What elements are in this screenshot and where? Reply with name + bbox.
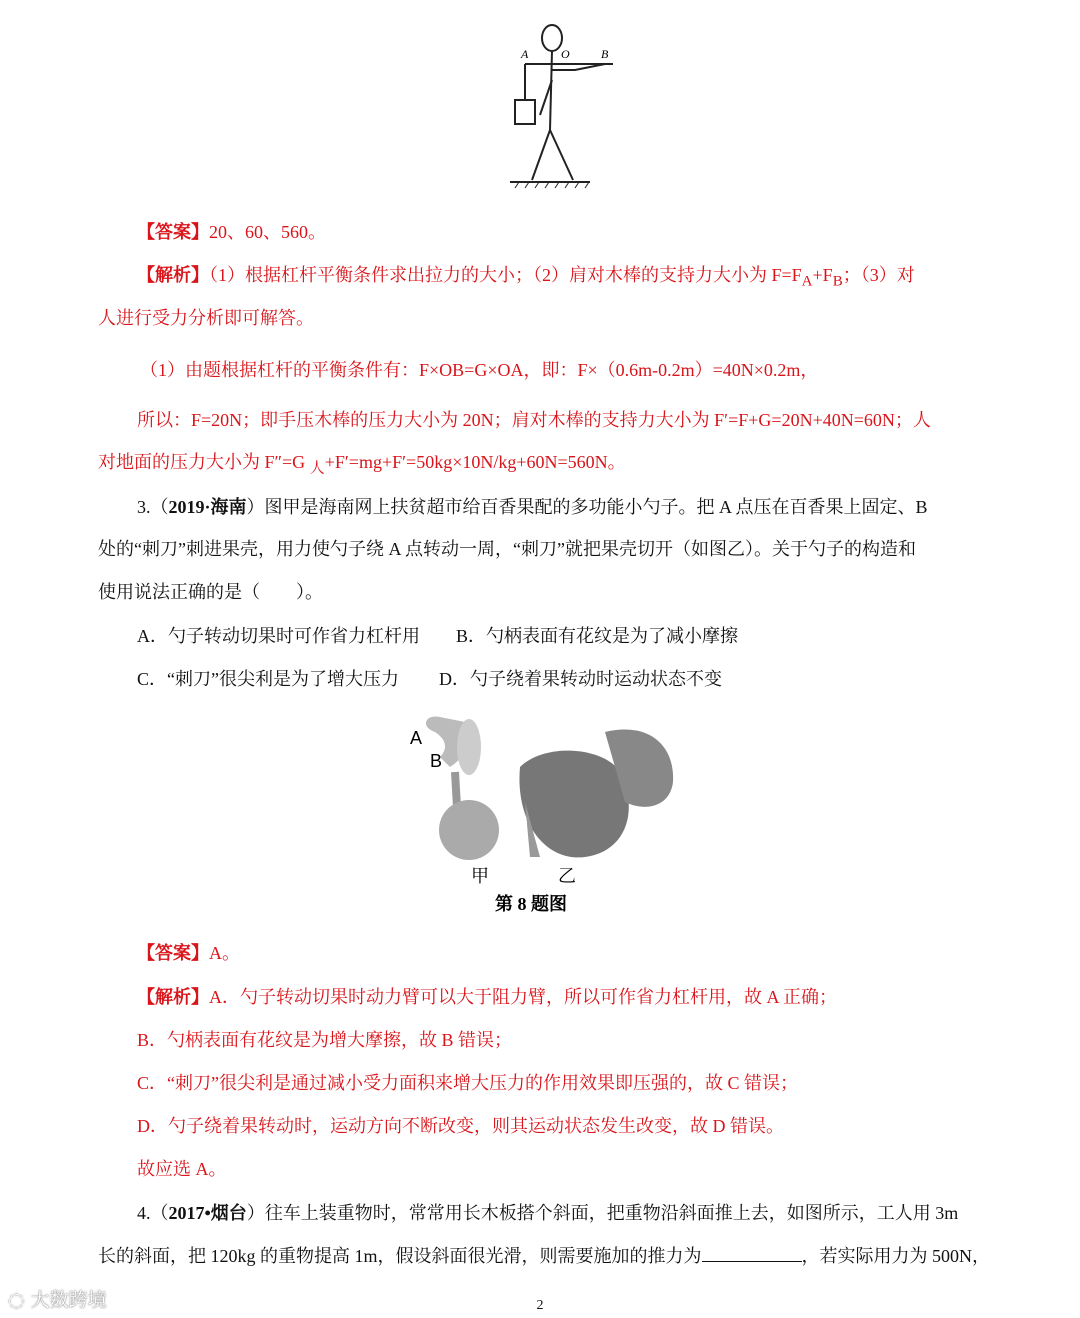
q3-analysis-c: C．“刺刀”很尖利是通过减小受力面积来增大压力的作用效果即压强的，故 C 错误； bbox=[137, 1073, 798, 1093]
q3-stem: 3.（2019·海南）图甲是海南网上扶贫超市给百香果配的多功能小勺子。把 A 点压在百香果上固定、B bbox=[137, 497, 928, 517]
option-a: A．勺子转动切果时可作省力杠杆用 bbox=[137, 626, 420, 646]
lever-person-figure bbox=[505, 20, 625, 195]
q2-step2: 所以：F=20N；即手压木棒的压力大小为 20N；肩对木棒的支持力大小为 F′=F+G=20N+40N=60N；人 bbox=[137, 410, 931, 430]
q3-analysis: 【解析】A．勺子转动切果时动力臂可以大于阻力臂，所以可作省力杠杆用，故 A 正确； bbox=[137, 987, 838, 1007]
q2-analysis: 【解析】（1）根据杠杆平衡条件求出拉力的大小；（2）肩对木棒的支持力大小为 $F=F_A+F_B$；（3）对 bbox=[137, 265, 915, 290]
label-a: A bbox=[410, 728, 423, 748]
q2-analysis-cont: 人进行受力分析即可解答。 bbox=[98, 308, 314, 328]
q4-stem: 4.（2017•烟台）往车上装重物时，常常用长木板搭个斜面，把重物沿斜面推上去，如图所示，工人用 3m bbox=[137, 1203, 959, 1223]
q4-stem-2: 长的斜面，把 120kg 的重物提高 1m，假设斜面很光滑，则需要施加的推力为 ，若实际用力为 500N， bbox=[98, 1246, 990, 1266]
q3-options-ab bbox=[137, 625, 982, 647]
option-d: D．勺子绕着果转动时运动状态不变 bbox=[438, 669, 722, 689]
label-a: A bbox=[521, 47, 529, 61]
label-b: B bbox=[430, 751, 443, 771]
q2-answer: 【答案】20、60、560。 bbox=[137, 222, 326, 242]
q3-options-cd bbox=[137, 668, 982, 690]
label-b: B bbox=[601, 47, 609, 61]
q2-step1: （1）由题根据杠杆的平衡条件有：F×OB=G×OA，即：F×（0.6m‑0.2m）=40N×0.2m， bbox=[140, 360, 819, 380]
label-jia: 甲 bbox=[471, 866, 489, 886]
q3-stem-2: 处的“刺刀”刺进果壳，用力使勺子绕 A 点转动一周，“刺刀”就把果壳切开（如图乙）。关于勺子的构造和 bbox=[98, 539, 916, 559]
watermark: ◌ 大数跨境 bbox=[8, 1289, 107, 1311]
figure-caption: 第 8 题图 bbox=[495, 894, 567, 914]
option-c: C．“刺刀”很尖利是为了增大压力 bbox=[137, 669, 399, 689]
q3-conclusion: 故应选 A。 bbox=[137, 1159, 227, 1179]
label-o: O bbox=[561, 47, 570, 61]
q3-answer: 【答案】A。 bbox=[137, 943, 240, 963]
page-number: 2 bbox=[536, 1298, 544, 1313]
answer-blank bbox=[702, 1245, 802, 1262]
spoon-photo-figure bbox=[405, 712, 685, 922]
q3-stem-3: 使用说法正确的是（ ）。 bbox=[98, 582, 323, 602]
q3-analysis-b: B．勺柄表面有花纹是为增大摩擦，故 B 错误； bbox=[137, 1030, 513, 1050]
q3-analysis-d: D．勺子绕着果转动时，运动方向不断改变，则其运动状态发生改变，故 D 错误。 bbox=[137, 1116, 784, 1136]
label-yi: 乙 bbox=[558, 866, 576, 886]
q2-step3: 对地面的压力大小为 F″=G $_人$+F′=mg+F′=50kg×10N/kg+60N=560N。 bbox=[98, 452, 626, 477]
option-b: B．勺柄表面有花纹是为了减小摩擦 bbox=[456, 626, 739, 646]
